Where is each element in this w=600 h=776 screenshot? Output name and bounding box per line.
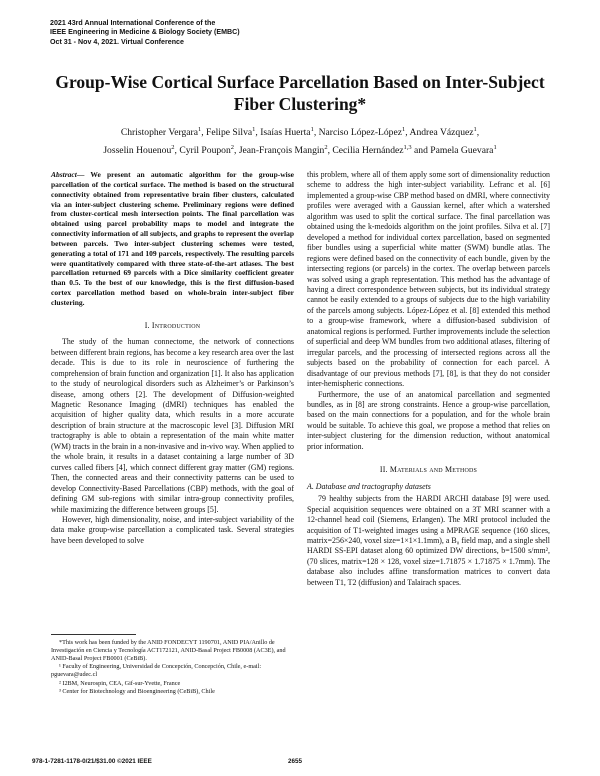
paper-title: Group-Wise Cortical Surface Parcellation Based on Inter-Subject Fiber Clustering*	[55, 72, 545, 114]
section-heading-introduction: I. Introduction	[144, 320, 201, 330]
right-column	[307, 170, 550, 588]
author-affiliation-mark: 2	[171, 143, 175, 151]
author-affiliation-mark: 1,3	[403, 143, 412, 151]
conference-header	[50, 19, 370, 47]
intro-paragraph-4: Furthermore, the use of an anatomical parcellation and segmented bundles, as in [8] are strong constraints. Hence a group-wise parcellation, based on the main connections for a population, and for the whole brain would be suitable. To achieve this goal, we propose a method that relies on inter-subject clustering for the dimension reduction, without anatomical prior information.	[307, 389, 550, 451]
author-affiliation-mark: 1	[252, 126, 256, 133]
intro-paragraph-3: this problem, where all of them apply some sort of dimensionality reduction scheme to address the high inter-subject variability. Lefranc et al. [6] implemented a group-wise CBP method based on dMRI, where connectivity profiles were averaged with a Gaussian kernel, after which a watershed algorithm was used to split the cortical surface. The final parcellation was obtained using the k-medoids algorithm on the joint profiles. Silva et al. [7] developed a method for individual cortex parcellation, based on segmented fiber bundles using a superficial white matter (SWM) bundle atlas. The regions were defined based on the connectivity of each bundle, given by the intersecting regions (or parcels) in the cortex. The overlap between parcels was solved using a graph representation. This method has the advantage of having a direct correspondence between subjects, but its individual strategy cannot be easily extended to a groups of subjects due to the high variability of the parcels among subjects. López-López et al. [8] extended this method to a group-wise framework, where a diffusion-based subdivision of anatomical regions is performed. Further improvements include the selection of superficial and deep WM bundles from two additional atlases, filtering of irregular parcels, and the processing of intersected regions across all the subjects based on the probability of connection for each parcel. A disadvantage of our previous methods [7], [8], is that they do not consider inter-hemispheric connections.	[307, 170, 551, 389]
left-column	[51, 170, 294, 546]
footnote-affiliation-1: ¹ Faculty of Engineering, Universidad de Concepción, Concepción, Chile, e-mail: pguevara@udec.cl	[51, 663, 262, 679]
subsection-heading-database: A. Database and tractography datasets	[307, 481, 431, 491]
author-name: Pamela Guevara	[430, 144, 494, 156]
author-affiliation-mark: 1	[198, 126, 202, 133]
methods-paragraph-1: 79 healthy subjects from the HARDI ARCHI database [9] were used. Special acquisition sequences were obtained on a 3T MRI scanner with a 12-channel head coil (Siemens, Erlangen). The MRI protocol included the acquisition of T1-weighted images using a MPRAGE sequence (160 slices, matrix=256×240, voxel size=1×1×1.1mm), a B₀ field map, and a single shell HARDI SS-EPI dataset along 60 optimized DW directions, b=1500 s/mm², (70 slices, matrix=128 × 128, voxel size=1.71875 × 1.71875 × 1.7mm). The database also includes affine transformation matrices to convert data between T1, T2 (diffusion) and Talairach spaces.	[307, 494, 550, 587]
author-affiliation-mark: 1	[310, 126, 314, 133]
author-name: Isaías Huerta	[260, 127, 311, 139]
footnote-affiliation-3: ³ Center for Biotechnology and Bioengineering (CeBiB), Chile	[59, 687, 215, 695]
author-name: Cecilia Hernández	[332, 144, 404, 156]
author-name: Cyril Poupon	[179, 144, 231, 156]
isbn-footer: 978-1-7281-1178-0/21/$31.00 ©2021 IEEE	[32, 758, 152, 765]
footnote-funding: *This work has been funded by the ANID FONDECYT 1190701, ANID PIA/Anillo de Investigación en Ciencia y Tecnología ACT172121, ANID-Basal Project FB0008 (AC3E), and ANID-Basal Project FB0001 (CeBiB).	[51, 639, 286, 662]
author-affiliation-mark: 2	[324, 143, 328, 151]
abstract-text: — We present an automatic algorithm for the group-wise parcellation of the cortical surface. The method is based on the structural connectivity obtained from representative brain fiber clusters, calculated via an inter-subject clustering scheme. Preliminary regions were defined from cluster-cortical mesh intersection points. The final parcellation was obtained using parcel probability maps to model and integrate the connectivity information of all subjects, and graphs to represent the overlap between parcels. Two inter-subject clustering schemes were tested, generating a total of 171 and 109 parcels, respectively. The resulting parcels were quantitatively compared with three state-of-the-art atlases. The best parcellation returned 69 parcels with a Dice similarity coefficient greater than 0.5. To the best of our knowledge, this is the first diffusion-based cortex parcellation method based on whole-brain inter-subject fiber clustering.	[51, 170, 294, 307]
conference-line-2: IEEE Engineering in Medicine & Biology Society (EMBC)	[50, 28, 240, 37]
page-number: 2655	[288, 758, 303, 765]
conference-line-3: Oct 31 - Nov 4, 2021. Virtual Conference	[50, 37, 184, 46]
abstract-label: Abstract	[51, 170, 77, 179]
author-name: Andrea Vázquez	[409, 127, 474, 139]
footnote-affiliation-2: ² I2BM, Neurospin, CEA, Gif-sur-Yvette, France	[59, 679, 181, 687]
intro-paragraph-1: The study of the human connectome, the network of connections between different brain regions, has become a key research area over the last decade. This is due to its role in neuroscience of furthering the comprehension of brain function and organization [1]. It also has application to the study of neurological disorders such as Alzheimer’s or Parkinson’s disease, among others [2]. The development of Diffusion-weighted Magnetic Resonance Imaging (dMRI) techniques has enabled the acquisition of higher quality data, which results in a more accurate description of brain structure at the macroscopic level [3]. Diffusion MRI tractography is able to obtain a representation of the main white matter (WM) tracts in the brain in a non-invasive and in-vivo way. When applied to the whole brain, it results in a dataset containing a large number of 3D curves called fibers [4], which connect different gray matter (GM) regions. Then, the connected areas and their connectivity patterns can be used to develop Connectivity-Based Parcellations (CBP) methods, with the goal of defining GM sub-regions with similar intra-group connectivity profiles, while maximizing the difference between groups [5].	[51, 337, 294, 514]
author-name: Josselin Houenou	[103, 144, 172, 156]
footnote-rule	[51, 634, 136, 635]
author-affiliation-mark: 1	[493, 143, 497, 151]
conference-line-1: 2021 43rd Annual International Conference of the	[50, 19, 216, 27]
author-affiliation-mark: 1	[401, 126, 406, 133]
section-heading-methods: II. Materials and Methods	[379, 465, 478, 475]
footnotes	[51, 634, 294, 696]
author-name: Jean-François Mangin	[238, 144, 325, 156]
author-name: Christopher Vergara	[120, 127, 198, 139]
abstract	[51, 170, 294, 308]
author-name: Felipe Silva	[206, 127, 253, 139]
author-affiliation-mark: 2	[230, 143, 235, 151]
intro-paragraph-2: However, high dimensionality, noise, and inter-subject variability of the data make group-wise parcellation a complicated task. Several strategies have been developed to solve	[51, 514, 294, 545]
author-name: Narciso López-López	[318, 127, 402, 139]
author-list: Christopher Vergara$^1$, Felipe Silva$^1$, Isaías Huerta$^1$, Narciso López-López$^1$, Andrea Vázquez$^1$, Josselin Houenou$^2$, Cyril Poupon$^2$, Jean-François Mangin$^2$, Cecilia Hernández$^{1,3}$ and Pamela Guevara$^1$	[103, 126, 497, 156]
author-affiliation-mark: 1	[473, 126, 477, 133]
